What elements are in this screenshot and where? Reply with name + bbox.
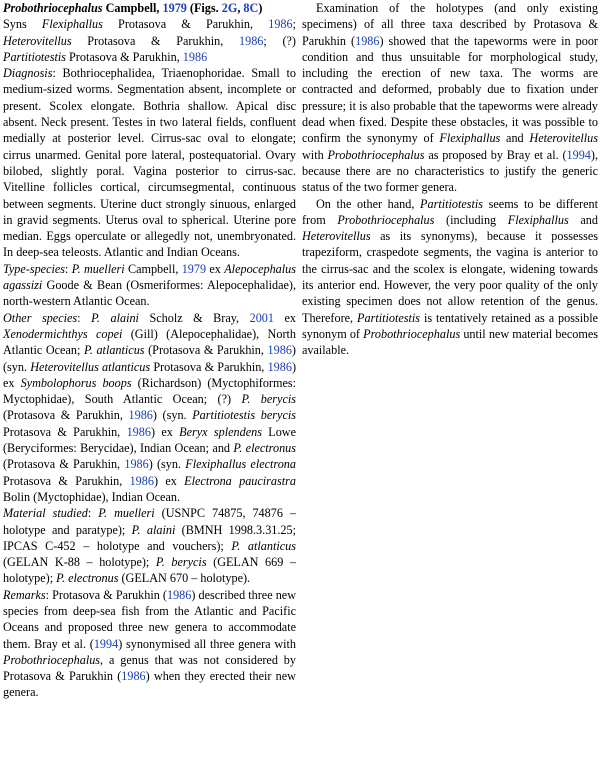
text-run: ) ex <box>153 473 185 488</box>
species-name: Partitiotestis berycis <box>192 408 296 423</box>
species-name: P. atlanticus <box>83 343 145 358</box>
text-run: Protasova & Parukhin, <box>65 49 183 64</box>
species-name: P. berycis <box>155 555 207 570</box>
genus-name: Partitiotestis <box>3 49 66 64</box>
genus-name: Heterovitellus <box>3 33 72 48</box>
section-label: Material studied <box>3 506 88 521</box>
heading-author: Campbell, <box>102 1 163 15</box>
text-run: (USNPC 74875, 74876 – holotype and paratype); <box>3 506 296 537</box>
year-link[interactable]: 1986 <box>182 49 208 64</box>
text-run: ) (syn. <box>152 408 193 423</box>
genus-name: Flexiphallus <box>507 212 569 227</box>
text-run: (Protasova & Parukhin, <box>144 343 268 358</box>
host-name: Beryx splendens <box>179 424 262 439</box>
material-paragraph <box>3 505 296 586</box>
text-run: is tentatively retained as a possible synonym of <box>302 310 598 341</box>
year-link[interactable]: 1986 <box>268 17 293 32</box>
section-label: Type-species <box>3 261 66 276</box>
year-link[interactable]: 1986 <box>166 587 192 602</box>
text-run: : <box>87 506 99 521</box>
species-name: P. atlanticus <box>231 538 296 553</box>
year-link[interactable]: 1986 <box>121 669 146 684</box>
text-run: ) ex <box>150 424 180 439</box>
left-column <box>3 0 296 701</box>
species-name: P. alaini <box>91 310 139 325</box>
year-link[interactable]: 1994 <box>93 636 119 651</box>
text-run: as proposed by Bray et al. ( <box>424 147 567 162</box>
genus-name: Probothriocephalus <box>337 212 435 227</box>
text-run: and <box>568 212 598 227</box>
genus-name: Heterovitellus <box>529 131 598 146</box>
text-run: Goode & Bean (Osmeriformes: Alepocephalidae), north-western Atlantic Ocean. <box>3 278 296 309</box>
section-label: Remarks <box>3 587 46 602</box>
text-run: (GELAN 669 – holotype); <box>3 555 296 586</box>
year-link[interactable]: 1979 <box>162 1 187 15</box>
text-run: (including <box>434 212 508 227</box>
text-run: : Bothriocephalidea, Triaenophoridae. Small to medium-sized worms. Segmentation absent, incomplete or present. Scolex elongate. Bothria shallow. Apical disc absent. Neck present. Testes in two lateral fields, confluent medially at posterior level. Cirrus-sac oval to elongate; cirrus unarmed. Genital pore lateral, postequatorial. Ovary bilobed, slightly poral. Vagina posterior to cirrus-sac. Vitelline follicles cortical, circumsegmental, continuous between segments. Uterine duct strongly sinuous, enlarged in gravid segments. Uterus oval to spherical. Uterine pore median. Eggs operculate or allegedly not, unembryonated. In deep-sea teleosts. Atlantic and Indian Oceans. <box>3 66 296 260</box>
year-link[interactable]: 1986 <box>129 473 154 488</box>
text-run: (Protasova & Parukhin, <box>3 408 129 423</box>
species-name: P. electronus <box>233 441 296 456</box>
text-run: On the other hand, <box>316 196 421 211</box>
year-link[interactable]: 1986 <box>126 424 151 439</box>
text-run: until new material becomes available. <box>302 326 598 358</box>
species-name: Heterovitellus atlanticus <box>30 359 151 374</box>
section-label: Other species <box>3 310 78 325</box>
host-name: Electrona paucirastra <box>184 473 296 488</box>
year-link[interactable]: 1986 <box>355 33 380 48</box>
species-name: P. electronus <box>56 571 119 586</box>
species-name: P. berycis <box>241 392 296 407</box>
text-run: with <box>302 147 328 162</box>
year-link[interactable]: 1986 <box>267 359 292 374</box>
species-name: P. muelleri <box>71 261 125 276</box>
text-run: , a genus that was not considered by Protasova & Parukhin ( <box>3 652 296 684</box>
text-run: ) when they erected their new genera. <box>3 669 296 700</box>
text-run: Protasova & Parukhin, <box>3 473 130 488</box>
year-link[interactable]: 1994 <box>566 147 591 162</box>
text-run: ) (syn. <box>3 343 296 374</box>
text-run: Scholz & Bray, <box>138 310 250 325</box>
text-run: Campbell, <box>124 261 182 276</box>
text-run: (GELAN K-88 – holotype); <box>3 555 156 570</box>
text-run: Syns <box>3 17 42 32</box>
text-run: Protasova & Parukhin, <box>150 359 268 374</box>
heading-close: ) <box>258 1 263 15</box>
text-run: ) (syn. <box>148 457 186 472</box>
remarks-paragraph <box>3 587 296 701</box>
genus-name: Partitiotestis <box>357 310 421 325</box>
genus-name: Probothriocephalus <box>363 326 461 341</box>
genus-name: Flexiphallus <box>439 131 501 146</box>
text-run: ) ex <box>3 359 296 390</box>
text-run: as its synonyms), because it possesses trapeziform, craspedote segments, the vagina is anterior to the cirrus-sac and the scolex is elongate, widening towards its anterior end. However, the very poor quality of the only existing specimen does not allow retention of the genus. Therefore, <box>302 229 598 325</box>
other-species-paragraph <box>3 310 296 506</box>
species-name: P. alaini <box>131 522 176 537</box>
figure-link[interactable]: 8C <box>243 1 259 15</box>
section-label: Diagnosis <box>3 66 53 81</box>
text-run: Lowe (Beryciformes: Berycidae), Indian Ocean; and <box>3 424 297 456</box>
synonyms-paragraph <box>3 16 296 65</box>
type-species-paragraph <box>3 261 296 310</box>
text-run: (BMNH 1998.3.31.25; IPCAS C-452 – holotype and vouchers); <box>3 522 297 553</box>
genus-name: Flexiphallus <box>41 17 103 32</box>
figure-link[interactable]: 2G <box>221 1 238 15</box>
genus-heading <box>3 0 296 16</box>
year-link[interactable]: 1986 <box>128 408 153 423</box>
host-name: Symbolophorus boops <box>20 375 132 390</box>
text-run: : Protasova & Parukhin ( <box>45 587 167 602</box>
text-run: ) synonymised all three genera with <box>118 636 296 651</box>
species-name: P. muelleri <box>98 506 155 521</box>
diagnosis-paragraph <box>3 65 296 261</box>
genus-name: Heterovitellus <box>302 229 371 244</box>
genus-name: Probothriocephalus <box>327 147 425 162</box>
text-run: (Richardson) (Myctophiformes: Myctophidae), South Atlantic Ocean; (?) <box>3 375 296 407</box>
genus-name: Probothriocephalus <box>3 1 103 15</box>
text-run: ) showed that the tapeworms were in poor condition and thus unsuitable for morphological study, including the erection of new taxa. The worms are contracted and deformed, probably due to fixation under pressure; it is also probable that the tapeworms were already dead when fixed. Despite these obstacles, it was possible to confirm the synonymy of <box>302 33 598 146</box>
year-link[interactable]: 1986 <box>124 457 149 472</box>
year-link[interactable]: 1979 <box>181 261 207 276</box>
text-run: ) described three new species from deep-sea fish from the Atlantic and Pacific Oceans and proposed three new genera to accommodate them. Bray et al. ( <box>3 587 296 651</box>
text-run: (Protasova & Parukhin, <box>3 457 125 472</box>
text-run: and <box>500 131 530 146</box>
genus-name: Partitiotestis <box>420 196 484 211</box>
year-link[interactable]: 2001 <box>249 310 274 325</box>
host-name: Xenodermichthys copei <box>3 326 123 341</box>
text-run: ), because there are no characteristics to justify the generic status of the two former genera. <box>302 147 598 195</box>
heading-sep: , <box>237 1 244 15</box>
examination-paragraph <box>302 0 598 196</box>
year-link[interactable]: 1986 <box>239 33 264 48</box>
year-link[interactable]: 1986 <box>267 343 292 358</box>
text-run: seems to be different from <box>302 196 598 227</box>
text-run: Bolin (Myctophidae), Indian Ocean. <box>3 489 181 504</box>
text-run: Protasova & Parukhin, <box>102 17 269 32</box>
species-name: Flexiphallus electrona <box>185 457 296 472</box>
heading-figs: (Figs. <box>186 1 222 15</box>
text-run: ex <box>273 310 296 325</box>
text-run: ex <box>206 261 225 276</box>
genus-name: Probothriocephalus <box>3 652 101 667</box>
text-run: : <box>65 261 72 276</box>
text-run: ; (?) <box>263 33 296 48</box>
text-run: (Gill) (Alepocephalidae), North Atlantic Ocean; <box>3 326 296 358</box>
text-run: Examination of the holotypes (and only existing specimens) of all three taxa described by Protasova & Parukhin ( <box>302 1 598 48</box>
text-run: Protasova & Parukhin, <box>3 424 127 439</box>
host-name: Alepocephalus agassizi <box>3 261 296 293</box>
partitiotestis-paragraph <box>302 196 598 359</box>
text-run: (GELAN 670 – holotype). <box>118 571 251 586</box>
text-run: ; <box>292 17 296 32</box>
text-run: Protasova & Parukhin, <box>71 33 239 48</box>
right-column <box>302 0 598 359</box>
text-run: : <box>77 310 92 325</box>
